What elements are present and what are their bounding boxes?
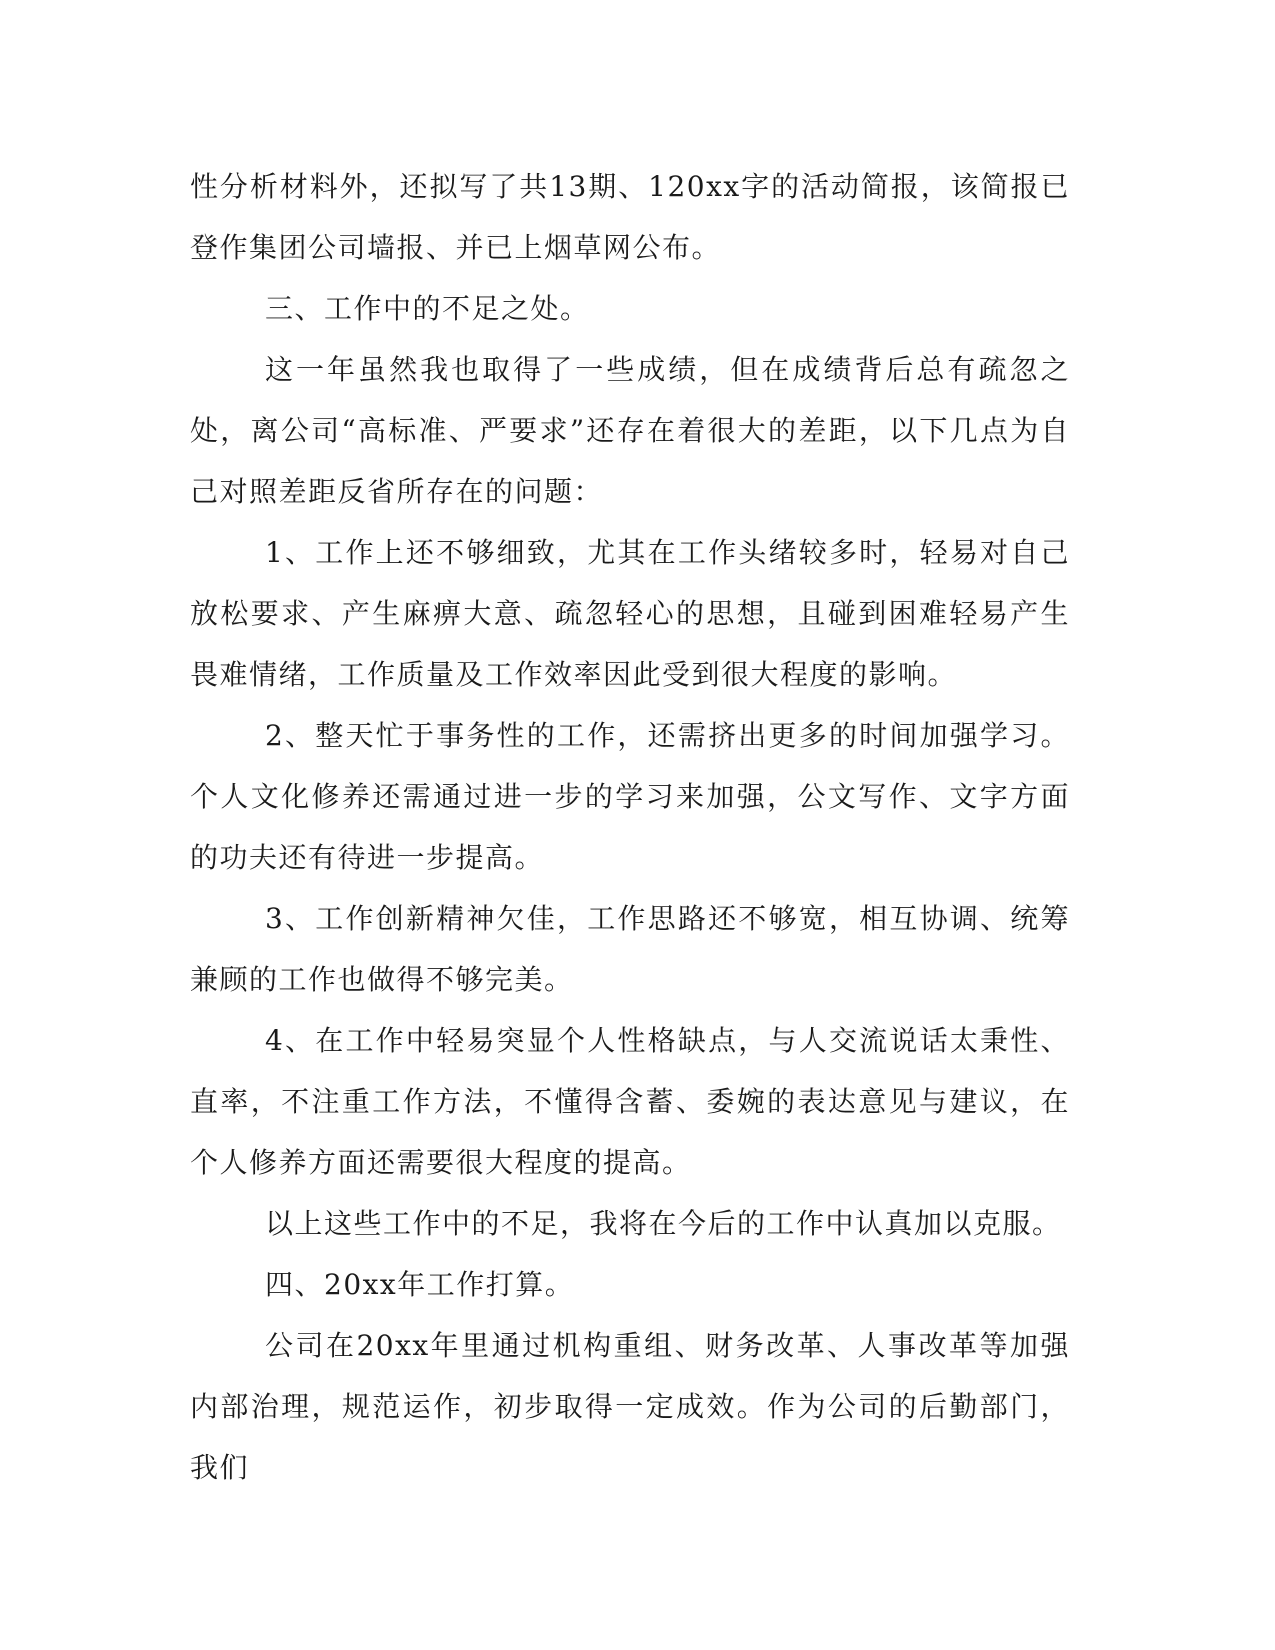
section-heading-shortcomings: 三、工作中的不足之处。 <box>265 292 590 325</box>
section-heading-plans: 四、20xx年工作打算。 <box>265 1268 575 1301</box>
paragraph-plans: 公司在20xx年里通过机构重组、财务改革、人事改革等加强内部治理，规范运作，初步取得一定成效。作为公司的后勤部门，我们 <box>190 1329 1070 1484</box>
list-item-1: 1、工作上还不够细致，尤其在工作头绪较多时，轻易对自己放松要求、产生麻痹大意、疏忽轻心的思想，且碰到困难轻易产生畏难情绪，工作质量及工作效率因此受到很大程度的影响。 <box>190 536 1070 691</box>
list-item-2: 2、整天忙于事务性的工作，还需挤出更多的时间加强学习。个人文化修养还需通过进一步的学习来加强，公文写作、文字方面的功夫还有待进一步提高。 <box>190 719 1070 874</box>
paragraph-intro-shortcomings: 这一年虽然我也取得了一些成绩，但在成绩背后总有疏忽之处，离公司“高标准、严要求”还存在着很大的差距，以下几点为自己对照差距反省所存在的问题： <box>190 353 1070 508</box>
document-body <box>190 156 1070 1498</box>
paragraph-continuation: 性分析材料外，还拟写了共13期、120xx字的活动简报，该简报已登作集团公司墙报、并已上烟草网公布。 <box>190 170 1070 264</box>
list-item-3: 3、工作创新精神欠佳，工作思路还不够宽，相互协调、统筹兼顾的工作也做得不够完美。 <box>190 902 1070 996</box>
list-item-4: 4、在工作中轻易突显个人性格缺点，与人交流说话太秉性、直率，不注重工作方法，不懂得含蓄、委婉的表达意见与建议，在个人修养方面还需要很大程度的提高。 <box>190 1024 1070 1179</box>
paragraph-conclusion: 以上这些工作中的不足，我将在今后的工作中认真加以克服。 <box>265 1207 1062 1240</box>
